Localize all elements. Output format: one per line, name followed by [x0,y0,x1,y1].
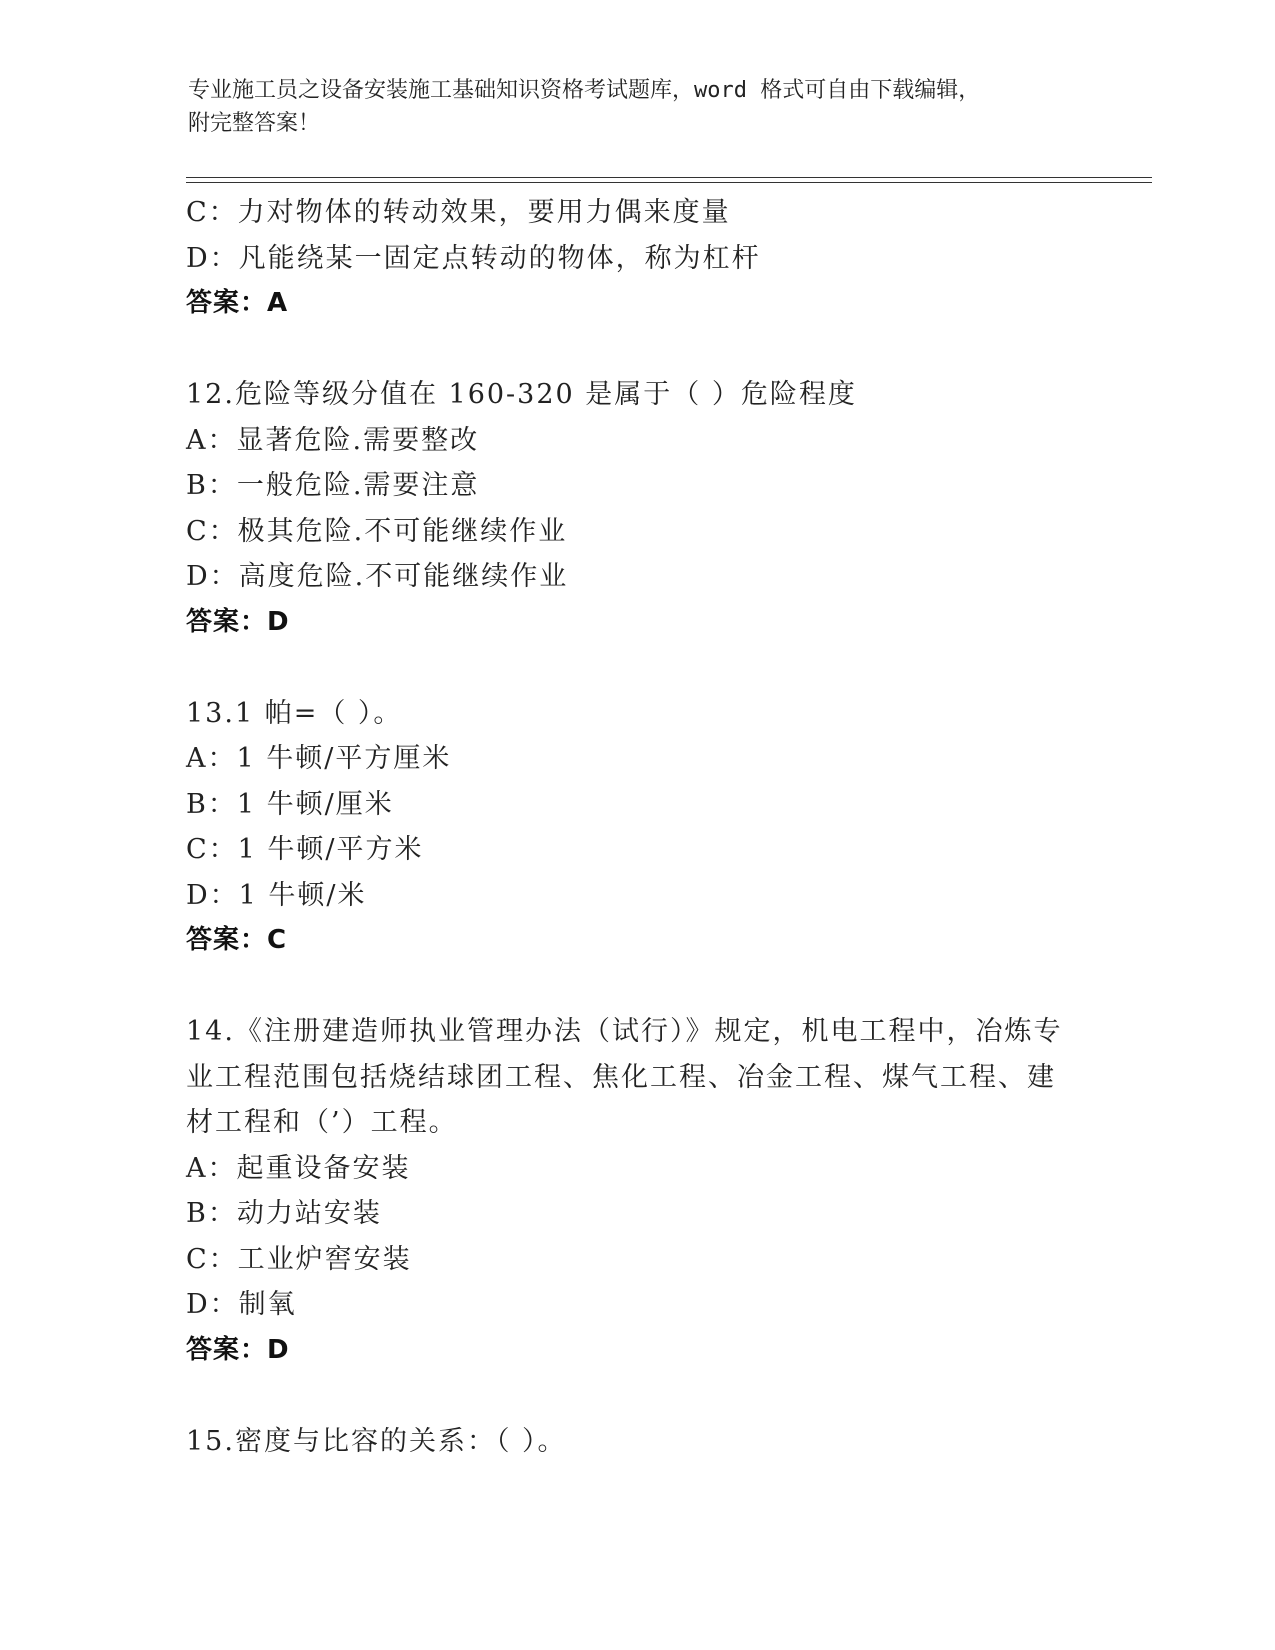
option-d: D：凡能绕某一固定点转动的物体，称为杠杆 [186,242,761,274]
option-d: D：高度危险.不可能继续作业 [186,561,569,592]
header-line-1: 专业施工员之设备安装施工基础知识资格考试题库，word 格式可自由下载编辑， [188,78,981,103]
header-line-2: 附完整答案！ [188,111,321,136]
question-13 [186,691,1086,964]
answer: 答案：D [186,606,290,637]
option-a: A：显著危险.需要整改 [186,424,480,456]
header-divider-thick [186,182,1152,183]
question-14 [186,1009,1086,1373]
question-text-line-2: 业工程范围包括烧结球团工程、焦化工程、冶金工程、煤气工程、建 [186,1061,1056,1093]
option-c: C：1 牛顿/平方米 [186,834,424,865]
option-c: C：工业炉窖安装 [186,1243,412,1275]
spacer [186,964,1086,1010]
option-d: D：制氧 [186,1289,297,1320]
option-c: C：极其危险.不可能继续作业 [186,515,568,547]
question-11 [186,190,1086,327]
question-text: 12.危险等级分值在 160-320 是属于（ ）危险程度 [186,379,857,410]
question-text: 13.1 帕=（ ）。 [186,697,403,729]
spacer [186,645,1086,691]
option-b: B：动力站安装 [186,1198,382,1229]
option-c: C：力对物体的转动效果，要用力偶来度量 [186,197,731,228]
question-text-line-3: 材工程和（’）工程。 [186,1107,458,1138]
question-text-line-1: 14.《注册建造师执业管理办法（试行）》规定，机电工程中，冶炼专 [186,1016,1063,1047]
option-b: B：1 牛顿/厘米 [186,788,394,820]
question-text: 15.密度与比容的关系：（ ）。 [186,1425,567,1457]
header-divider-thin [186,177,1152,178]
spacer [186,1373,1086,1419]
answer: 答案：A [186,288,289,318]
option-a: A：1 牛顿/平方厘米 [186,743,452,774]
question-list [186,190,1086,1464]
document-header [188,74,1088,140]
question-12 [186,372,1086,645]
option-d: D：1 牛顿/米 [186,879,367,911]
question-15 [186,1419,1086,1465]
spacer [186,327,1086,373]
answer: 答案：D [186,1334,290,1365]
option-b: B：一般危险.需要注意 [186,470,480,501]
option-a: A：起重设备安装 [186,1152,411,1184]
answer: 答案：C [186,925,288,955]
